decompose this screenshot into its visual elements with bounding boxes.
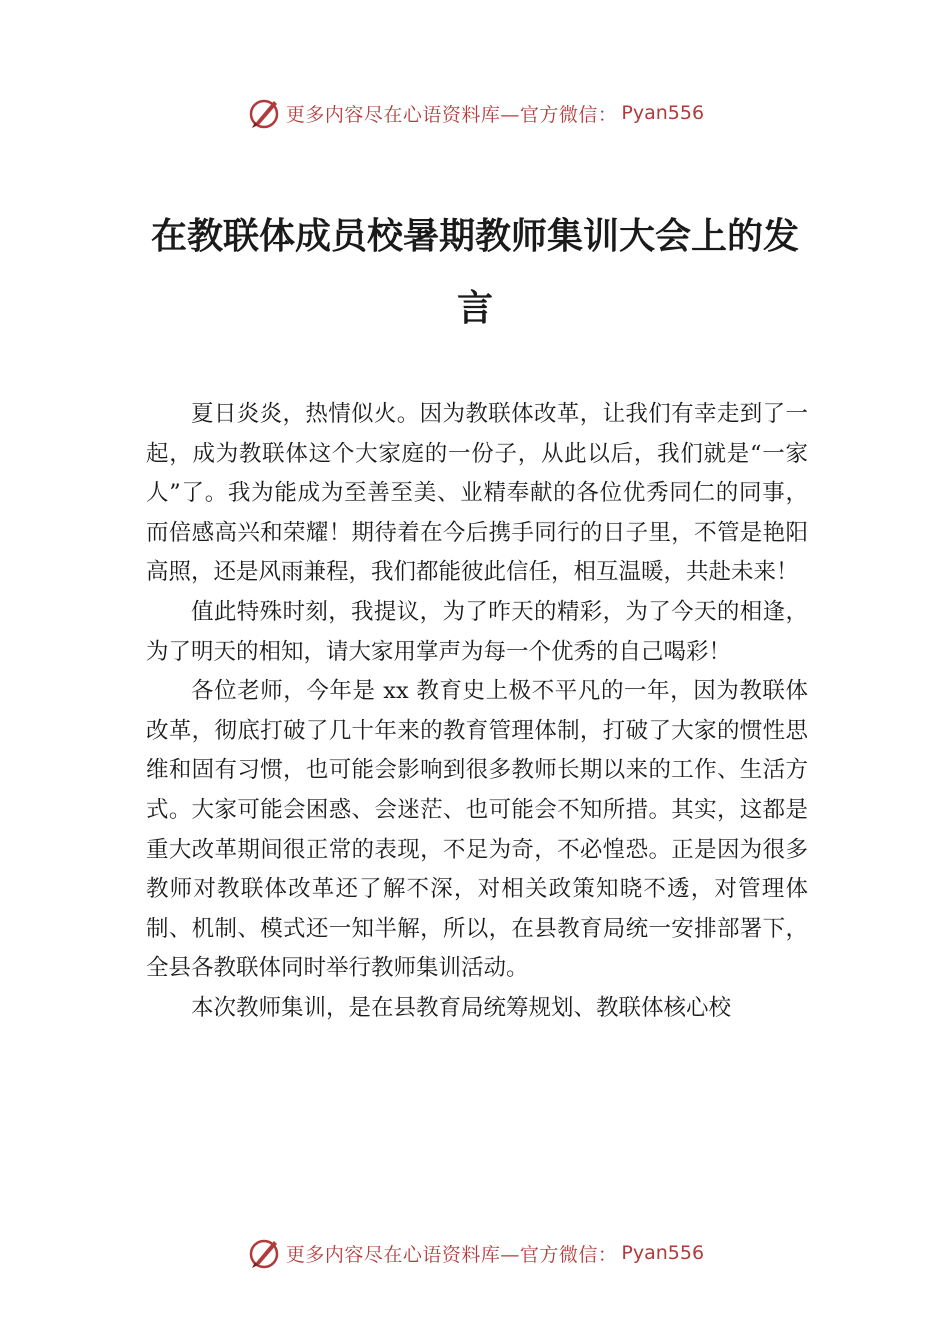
footer-banner <box>0 1233 950 1273</box>
banner-text: 更多内容尽在心语资料库—官方微信： <box>285 103 618 126</box>
quill-pen-logo-icon <box>246 1235 282 1271</box>
paragraph: 值此特殊时刻，我提议，为了昨天的精彩，为了今天的相逢，为了明天的相知，请大家用掌声为每一个优秀的自己喝彩！ <box>146 598 808 665</box>
paragraph: 夏日炎炎，热情似火。因为教联体改革，让我们有幸走到了一起，成为教联体这个大家庭的一份子，从此以后，我们就是“一家人”了。我为能成为至善至美、业精奉献的各位优秀同仁的同事，而倍感高兴和荣耀！期待着在今后携手同行的日子里，不管是艳阳高照，还是风雨兼程，我们都能彼此信任，相互温暖，共赴未来！ <box>146 401 808 586</box>
paragraph: 本次教师集训，是在县教育局统筹规划、教联体核心校 <box>191 994 732 1021</box>
wechat-id: Pyan556 <box>621 1242 705 1264</box>
quill-pen-logo-icon <box>246 95 282 131</box>
document-title: 在教联体成员校暑期教师集训大会上的发言 <box>150 215 799 329</box>
paragraph: 各位老师，今年是 xx 教育史上极不平凡的一年，因为教联体改革，彻底打破了几十年来的教育管理体制，打破了大家的惯性思维和固有习惯，也可能会影响到很多教师长期以来的工作、生活方式。大家可能会困惑、会迷茫、也可能会不知所措。其实，这都是重大改革期间很正常的表现，不足为奇，不必惶恐。正是因为很多教师对教联体改革还了解不深，对相关政策知晓不透，对管理体制、机制、模式还一知半解，所以，在县教育局统一安排部署下，全县各教联体同时举行教师集训活动。 <box>146 678 808 982</box>
header-banner <box>0 93 950 133</box>
banner-text: 更多内容尽在心语资料库—官方微信： <box>285 1243 618 1266</box>
wechat-id: Pyan556 <box>621 102 705 124</box>
document-body <box>146 395 808 1029</box>
